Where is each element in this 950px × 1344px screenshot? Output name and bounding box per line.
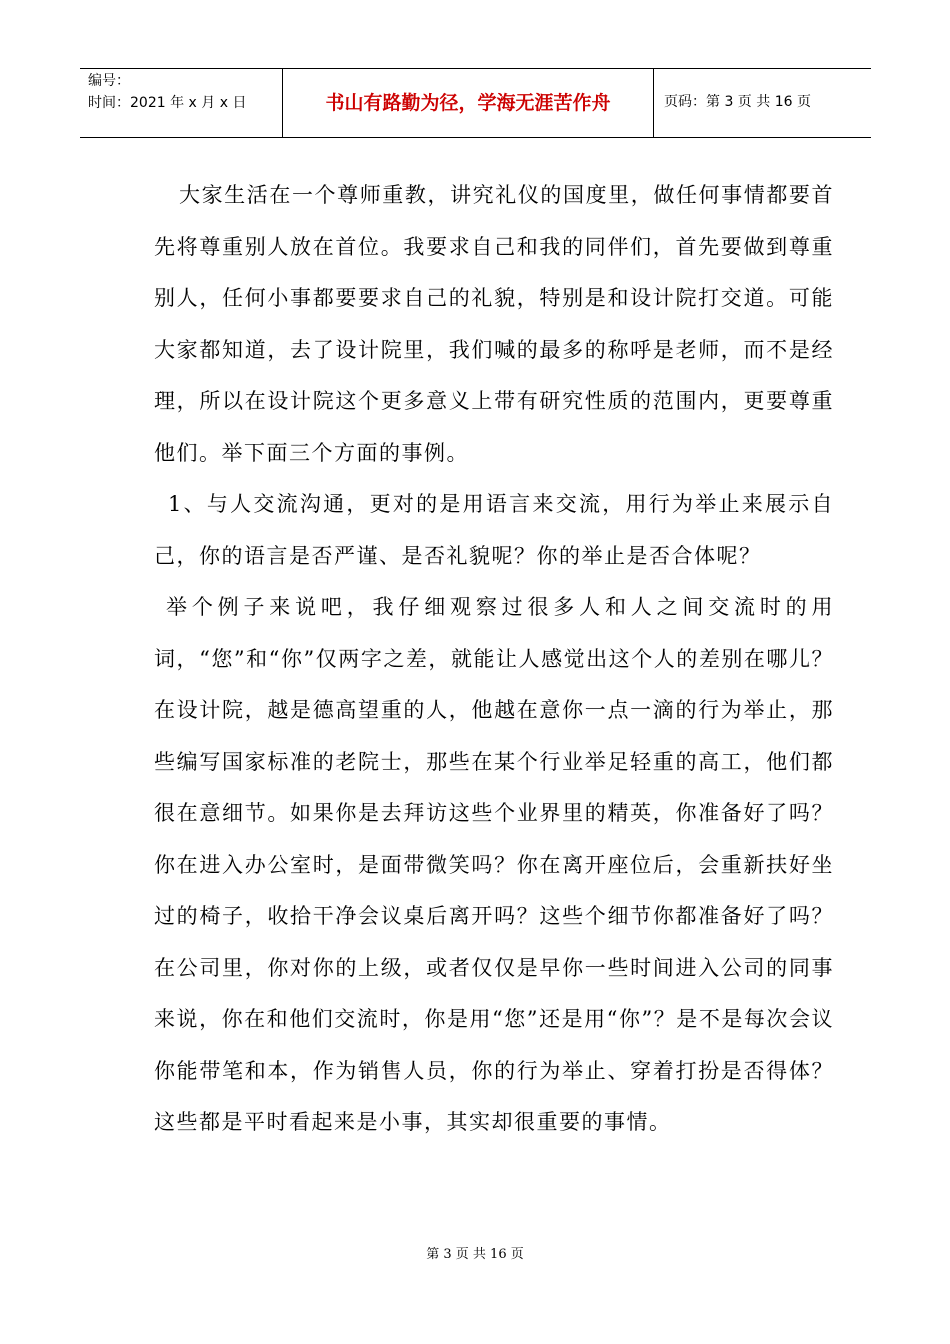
header-motto-cell — [282, 69, 654, 137]
body-paragraph-point-1: 1、与人交流沟通，更对的是用语言来交流，用行为举止来展示自己，你的语言是否严谨、是否礼貌呢？你的举止是否合体呢？ — [154, 492, 834, 568]
header-info-cell — [80, 69, 280, 137]
body-paragraph-example: 举个例子来说吧，我仔细观察过很多人和人之间交流时的用词，“您”和“你”仅两字之差，就能让人感觉出这个人的差别在哪儿？在设计院，越是德高望重的人，他越在意你一点一滴的行为举止，那些编写国家标准的老院士，那些在某个行业举足轻重的高工，他们都很在意细节。如果你是去拜访这些个业界里的精英，你准备好了吗？你在进入办公室时，是面带微笑吗？你在离开座位后，会重新扶好坐过的椅子，收拾干净会议桌后离开吗？这些个细节你都准备好了吗？在公司里，你对你的上级，或者仅仅是早你一些时间进入公司的同事来说，你在和他们交流时，你是用“您”还是用“你”？是不是每次会议你能带笔和本，作为销售人员，你的行为举止、穿着打扮是否得体？这些都是平时看起来是小事，其实却很重要的事情。 — [154, 595, 834, 1134]
document-number-label: 编号： — [88, 73, 130, 89]
document-body — [154, 170, 834, 1149]
page-footer: 第 3 页 共 16 页 — [426, 1247, 524, 1262]
header-page-cell — [654, 69, 871, 137]
header-page-reference: 页码：第 3 页 共 16 页 — [664, 94, 811, 110]
body-paragraph-intro: 大家生活在一个尊师重教，讲究礼仪的国度里，做任何事情都要首先将尊重别人放在首位。我要求自己和我的同伴们，首先要做到尊重别人，任何小事都要要求自己的礼貌，特别是和设计院打交道。可能大家都知道，去了设计院里，我们喊的最多的称呼是老师，而不是经理，所以在设计院这个更多意义上带有研究性质的范围内，更要尊重他们。举下面三个方面的事例。 — [154, 183, 834, 465]
page-header — [80, 68, 871, 138]
document-date: 时间：2021 年 x 月 x 日 — [88, 95, 247, 111]
header-motto: 书山有路勤为径，学海无涯苦作舟 — [325, 92, 611, 114]
